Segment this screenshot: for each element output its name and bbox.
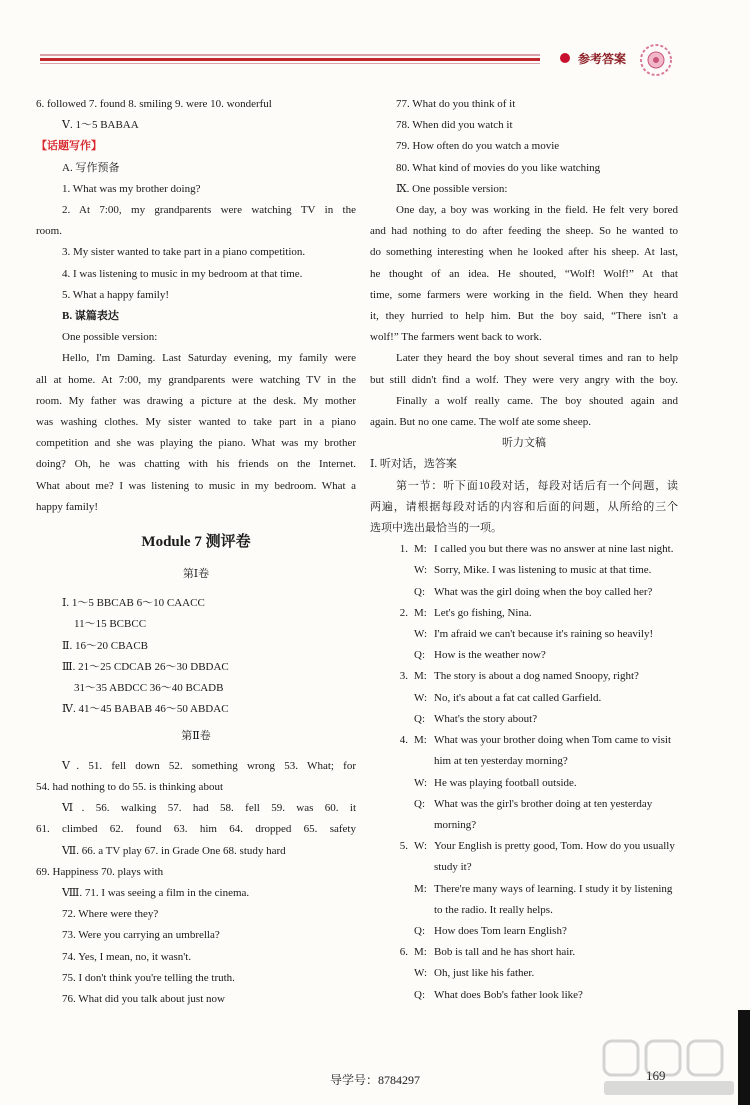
essay-line: room. My father was drawing a picture at the desk. My mother (36, 394, 356, 407)
dialogue-text: What was the girl's brother doing at ten yesterday morning? (434, 797, 653, 831)
section-heading: Ⅰ. 听对话，选答案 (370, 458, 457, 471)
dialogue-text: Your English is pretty good, Tom. How do you usually study it? (434, 840, 675, 874)
dialogue-text: What was your brother doing when Tom came to visit him at ten yesterday morning? (434, 734, 672, 768)
dialogue-number (370, 624, 414, 645)
story-line: but still didn't find a wolf. They were very angry with the boy. (370, 373, 678, 386)
left-column (36, 94, 356, 1010)
dialogue-line (370, 666, 678, 687)
essay-line: Hello, I'm Daming. Last Saturday evening, my family were (62, 352, 356, 365)
answer-line: 61. climbed 62. found 63. him 64. dropped 65. safety (36, 823, 356, 836)
dialogue-text: He was playing football outside. (434, 776, 577, 789)
prep-line: 5. What a happy family! (62, 288, 170, 301)
answer-line: 78. When did you watch it (396, 119, 513, 132)
header-rule-top (40, 54, 540, 56)
essay-line: was washing clothes. My sister wanted to take part in a piano (36, 416, 356, 429)
answer-line: 75. I don't think you're telling the truth. (62, 971, 235, 984)
answer-line: 11～15 BCBCC (74, 618, 147, 631)
dialogue-number (370, 560, 414, 581)
dialogue-text: I called you but there was no answer at nine last night. (434, 543, 674, 556)
essay-line: doing? Oh, he was chatting with his friends on the Internet. (36, 458, 356, 471)
essay-line: What about me? I was listening to music in my bedroom. What a (36, 479, 356, 492)
module-title: Module 7 测评卷 (141, 534, 251, 551)
dialogue-number: 1. (399, 543, 408, 556)
dialogue-line (370, 985, 678, 1006)
speaker-label: M: (414, 670, 427, 683)
speaker-label: Q: (414, 988, 425, 1001)
answer-line: 6. followed 7. found 8. smiling 9. were 10. wonderful (36, 98, 272, 110)
dialogue-text: What's the story about? (434, 712, 538, 725)
essay-line: happy family! (36, 500, 99, 513)
dialogue-number: 2. (399, 606, 408, 619)
header-rule-red (40, 58, 540, 61)
speaker-label: W: (414, 776, 428, 789)
dialogue-number: 3. (399, 670, 408, 683)
dialogue-text: Bob is tall and he has short hair. (434, 946, 576, 959)
dialogue-number (370, 963, 414, 984)
essay-intro: One possible version: (62, 331, 158, 344)
story-line: he thought of an idea. He shouted, “Wolf! Wolf!” At that (370, 267, 678, 280)
dialogue-line (370, 921, 678, 942)
page-number: 169 (646, 1068, 666, 1083)
dialogue-number (370, 709, 414, 730)
speaker-label: Q: (414, 797, 425, 810)
volume-heading: 第Ⅰ卷 (182, 568, 210, 581)
prep-line: 3. My sister wanted to take part in a piano competition. (62, 246, 306, 259)
dialogue-line (370, 942, 678, 963)
story-line: and had nothing to do after feeding the sheep. So he wanted to (370, 225, 678, 238)
story-line: Finally a wolf really came. The boy shouted again and (396, 394, 678, 407)
story-line: again. But no one came. The wolf ate some sheep. (370, 416, 591, 429)
instruction-line: 两遍，请根据每段对话的内容和后面的问题，从所给的三个 (370, 500, 678, 513)
dialogue-text: What was the girl doing when the boy called her? (434, 585, 653, 598)
dialogue-number (370, 582, 414, 603)
story-line: it, they hurried to help him. But the boy said, “There isn't a (370, 310, 678, 323)
speaker-label: W: (414, 564, 428, 577)
dialogue-line (370, 603, 678, 624)
dialogue-number (370, 645, 414, 666)
answer-line: 80. What kind of movies do you like watching (396, 161, 601, 174)
speaker-label: M: (414, 606, 427, 619)
speaker-label: Q: (414, 649, 425, 662)
dialogue-line (370, 794, 678, 836)
story-line: time, some farmers were working in the field. When they heard (370, 288, 678, 301)
topic-writing-heading: 【话题写作】 (36, 140, 102, 153)
prep-line: 4. I was listening to music in my bedroom at that time. (62, 267, 303, 280)
instruction-line: 第一节：听下面10段对话，每段对话后有一个问题，读 (396, 479, 678, 492)
answer-line: Ⅲ. 21～25 CDCAB 26～30 DBDAC (62, 660, 229, 673)
dialogue-number (370, 794, 414, 836)
volume-heading: 第Ⅱ卷 (181, 730, 211, 743)
bullet-dot-icon (560, 53, 570, 63)
story-line: wolf!” The farmers went back to work. (370, 331, 542, 344)
dialogue-line (370, 624, 678, 645)
story-line: Later they heard the boy shout several times and ran to help (396, 352, 678, 365)
answer-line: Ⅰ. 1～5 BBCAB 6～10 CAACC (62, 597, 205, 610)
answer-line: Ⅴ. 51. fell down 52. something wrong 53. What; for (62, 759, 356, 772)
dialogue-text: How is the weather now? (434, 649, 546, 662)
dialogue-line (370, 688, 678, 709)
dialogue-text: There're many ways of learning. I study it by listening to the radio. It really helps. (434, 882, 673, 916)
dialogue-line (370, 539, 678, 560)
dialogue-line (370, 730, 678, 772)
story-line: do something interesting when he looked after his sheep. At last, (370, 246, 678, 259)
prep-line: room. (36, 225, 62, 238)
speaker-label: Q: (414, 585, 425, 598)
dialogue-number (370, 879, 414, 921)
answer-line: Ⅳ. 41～45 BABAB 46～50 ABDAC (62, 703, 229, 716)
watermark-logo (600, 1035, 740, 1100)
instruction-line: 选项中选出最恰当的一项。 (370, 522, 502, 535)
dialogue-line (370, 560, 678, 581)
dialogue-text: I'm afraid we can't because it's raining so heavily! (434, 628, 654, 641)
dialogue-text: What does Bob's father look like? (434, 988, 583, 1001)
flower-logo-icon (636, 40, 676, 80)
section-heading: A. 写作预备 (62, 161, 120, 174)
answer-line: Ⅴ. 1～5 BABAA (62, 119, 139, 132)
answer-line: 31～35 ABDCC 36～40 BCADB (74, 682, 224, 695)
dialogue-line (370, 645, 678, 666)
dialogue-line (370, 963, 678, 984)
answer-line: 74. Yes, I mean, no, it wasn't. (62, 950, 192, 963)
speaker-label: Q: (414, 924, 425, 937)
answer-line: 72. Where were they? (62, 908, 159, 921)
speaker-label: M: (414, 734, 427, 747)
answer-line: Ⅸ. One possible version: (396, 182, 508, 195)
answer-line: Ⅶ. 66. a TV play 67. in Grade One 68. study hard (62, 844, 286, 857)
dialogue-line (370, 773, 678, 794)
story-line: One day, a boy was working in the field. He felt very bored (396, 204, 678, 217)
guide-number: 导学号：8784297 (329, 1073, 420, 1087)
dialogue-text: The story is about a dog named Snoopy, right? (434, 670, 639, 683)
prep-line: 2. At 7:00, my grandparents were watching TV in the (62, 204, 356, 217)
dialogue-number (370, 921, 414, 942)
speaker-label: W: (414, 967, 428, 980)
dialogue-line (370, 836, 678, 878)
dialogue-text: Let's go fishing, Nina. (434, 606, 532, 619)
dialogue-text: How does Tom learn English? (434, 924, 567, 937)
answer-line: Ⅱ. 16～20 CBACB (62, 639, 149, 652)
speaker-label: M: (414, 543, 427, 556)
dialogue-line (370, 709, 678, 730)
dialogue-number (370, 688, 414, 709)
answer-line: 69. Happiness 70. plays with (36, 865, 164, 878)
right-column (370, 94, 678, 1006)
answer-line: 79. How often do you watch a movie (396, 140, 560, 153)
answer-line: 73. Were you carrying an umbrella? (62, 929, 220, 942)
dialogue-number (370, 773, 414, 794)
section-heading: B. 谋篇表达 (62, 310, 119, 323)
dialogue-number: 4. (399, 734, 408, 747)
speaker-label: M: (414, 946, 427, 959)
essay-line: competition and she was playing the piano. What was my brother (36, 437, 356, 450)
answer-line: Ⅵ. 56. walking 57. had 58. fell 59. was 60. it (62, 802, 356, 815)
dialogue-line (370, 582, 678, 603)
dialogue-text: Sorry, Mike. I was listening to music at that time. (434, 564, 652, 577)
header-label: 参考答案 (578, 52, 627, 66)
speaker-label: W: (414, 628, 428, 641)
answer-line: Ⅷ. 71. I was seeing a film in the cinema. (62, 886, 250, 899)
speaker-label: Q: (414, 712, 425, 725)
prep-line: 1. What was my brother doing? (62, 182, 201, 195)
speaker-label: W: (414, 691, 428, 704)
speaker-label: W: (414, 840, 428, 853)
dialogue-number (370, 985, 414, 1006)
transcript-title: 听力文稿 (502, 437, 546, 450)
answer-line: 76. What did you talk about just now (62, 992, 225, 1005)
dialogue-line (370, 879, 678, 921)
header-rule-bottom (40, 63, 540, 64)
speaker-label: M: (414, 882, 427, 895)
dialogue-list (370, 539, 678, 1005)
dialogue-text: Oh, just like his father. (434, 967, 535, 980)
answer-line: 77. What do you think of it (396, 98, 516, 110)
essay-line: all at home. At 7:00, my grandparents were watching TV in the (36, 373, 356, 386)
dialogue-text: No, it's about a fat cat called Garfield. (434, 691, 602, 704)
dialogue-number: 6. (399, 946, 408, 959)
answer-line: 54. had nothing to do 55. is thinking about (36, 780, 223, 793)
dialogue-number: 5. (399, 840, 408, 853)
